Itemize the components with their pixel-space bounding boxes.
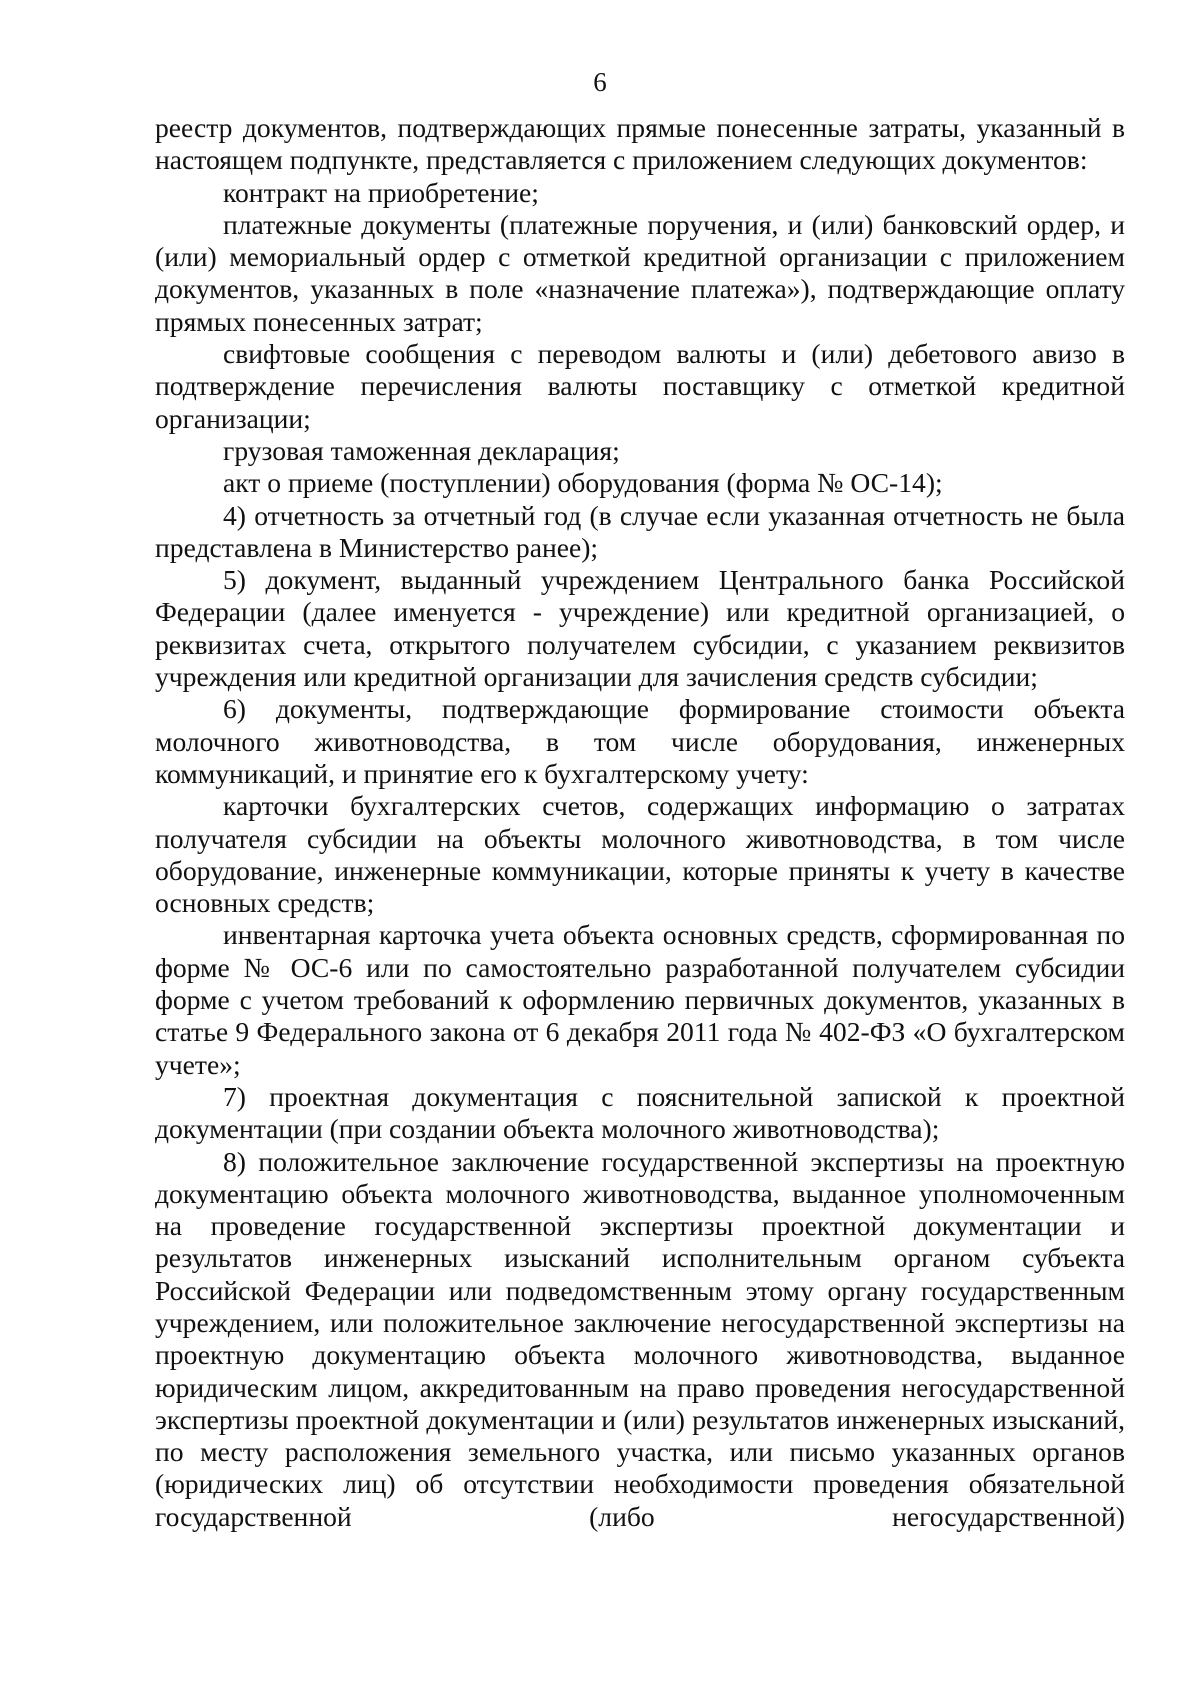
paragraph-item-6: 6) документы, подтверждающие формирование стоимости объекта молочного животноводства, в том числе оборудования, инженерных коммуникаций, и принятие его к бухгалтерскому учету: bbox=[155, 693, 1125, 789]
list-item-customs-declaration: грузовая таможенная декларация; bbox=[223, 434, 620, 466]
paragraph-item-4: 4) отчетность за отчетный год (в случае если указанная отчетность не была представлена в Министерство ранее); bbox=[155, 499, 1125, 563]
list-item-swift-messages: свифтовые сообщения с переводом валюты и (или) дебетового авизо в подтверждение перечисления валюты поставщику с отметкой кредитной организации; bbox=[155, 338, 1125, 434]
list-item-contract: контракт на приобретение; bbox=[223, 176, 539, 208]
paragraph-item-5: 5) документ, выданный учреждением Центрального банка Российской Федерации (далее именуется - учреждение) или кредитной организацией, о реквизитах счета, открытого получателем субсидии, с указанием реквизитов учреждения или кредитной организации для зачисления средств субсидии; bbox=[155, 564, 1125, 693]
document-body bbox=[155, 112, 1125, 1533]
list-item-payment-documents: платежные документы (платежные поручения, и (или) банковский ордер, и (или) мемориальный ордер с отметкой кредитной организации с приложением документов, указанных в поле «назначение платежа»), подтверждающие оплату прямых понесенных затрат; bbox=[155, 208, 1125, 337]
list-item-acceptance-act: акт о приеме (поступлении) оборудования (форма № ОС-14); bbox=[223, 467, 943, 499]
paragraph-registry: реестр документов, подтверждающих прямые понесенные затраты, указанный в настоящем подпункте, представляется с приложением следующих документов: bbox=[155, 112, 1125, 176]
list-item-inventory-card: инвентарная карточка учета объекта основных средств, сформированная по форме № ОС-6 или по самостоятельно разработанной получателем субсидии форме с учетом требований к оформлению первичных документов, указанных в статье 9 Федерального закона от 6 декабря 2011 года № 402-ФЗ «О бухгалтерском учете»; bbox=[155, 919, 1125, 1080]
paragraph-item-7: 7) проектная документация с пояснительной запиской к проектной документации (при создании объекта молочного животноводства); bbox=[155, 1080, 1125, 1145]
page-number: 6 bbox=[593, 67, 607, 97]
paragraph-item-8: 8) положительное заключение государственной экспертизы на проектную документацию объекта молочного животноводства, выданное уполномоченным на проведение государственной экспертизы проектной документации и результатов инженерных изысканий исполнительным органом субъекта Российской Федерации или подведомственным этому органу государственным учреждением, или положительное заключение негосударственной экспертизы на проектную документацию объекта молочного животноводства, выданное юридическим лицом, аккредитованным на право проведения негосударственной экспертизы проектной документации и (или) результатов инженерных изысканий, по месту расположения земельного участка, или письмо указанных органов (юридических лиц) об отсутствии необходимости проведения обязательной государственной (либо негосударственной) bbox=[155, 1145, 1125, 1532]
list-item-account-cards: карточки бухгалтерских счетов, содержащих информацию о затратах получателя субсидии на объекты молочного животноводства, в том числе оборудование, инженерные коммуникации, которые приняты к учету в качестве основных средств; bbox=[155, 790, 1125, 919]
